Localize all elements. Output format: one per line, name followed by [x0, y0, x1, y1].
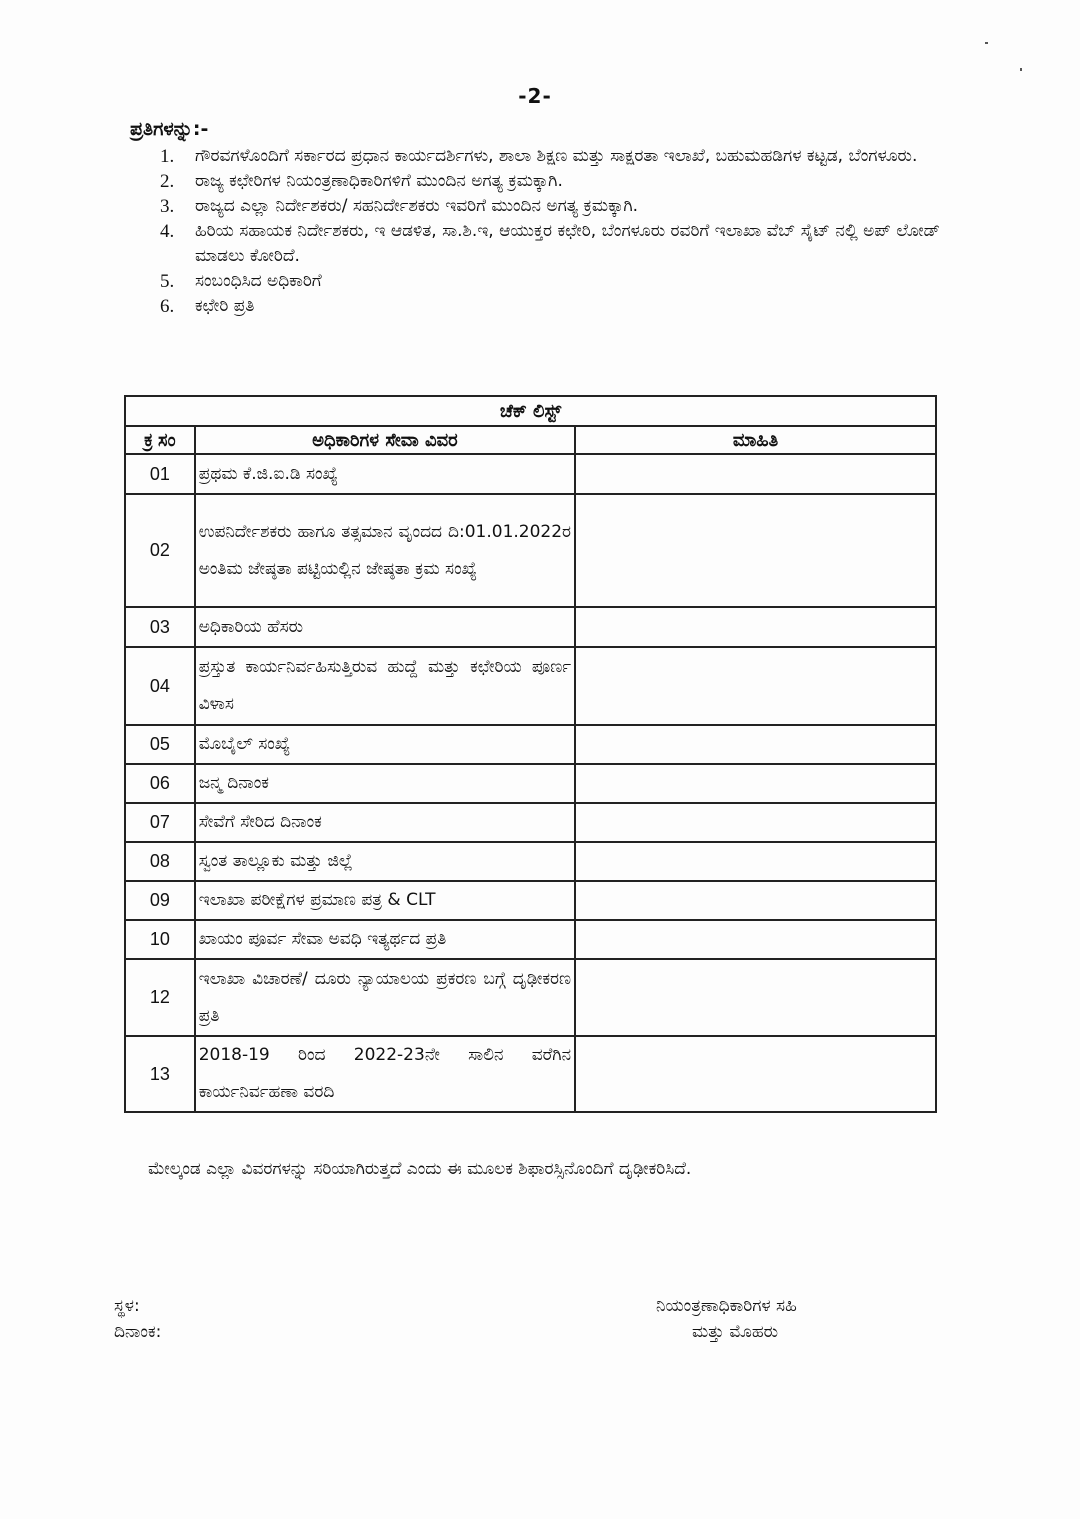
row-sl: 08: [125, 842, 195, 881]
row-info-cell[interactable]: [575, 920, 936, 959]
list-item-text: ಕಛೇರಿ ಪ್ರತಿ: [195, 296, 255, 316]
row-sl: 09: [125, 881, 195, 920]
row-details: ಇಲಾಖಾ ವಿಚಾರಣೆ/ ದೂರು ನ್ಯಾಯಾಲಯ ಪ್ರಕರಣ ಬಗ್ಗೆ ದೃಢೀಕರಣ ಪ್ರತಿ: [195, 959, 575, 1036]
checklist-table: [124, 395, 937, 1113]
place-label: ಸ್ಥಳ:: [114, 1296, 140, 1316]
list-item: [160, 169, 940, 194]
row-info-cell[interactable]: [575, 803, 936, 842]
copies-list: [160, 144, 940, 319]
table-row: [125, 959, 936, 1036]
row-info-cell[interactable]: [575, 881, 936, 920]
table-row: [125, 881, 936, 920]
row-sl: 05: [125, 725, 195, 764]
list-item-text: ಸಂಬಂಧಿಸಿದ ಅಧಿಕಾರಿಗೆ: [195, 271, 322, 291]
confirmation-text: ಮೇಲ್ಕಂಡ ಎಲ್ಲಾ ವಿವರಗಳನ್ನು ಸರಿಯಾಗಿರುತ್ತದೆ ಎಂದು ಈ ಮೂಲಕ ಶಿಫಾರಸ್ಸಿನೊಂದಿಗೆ ದೃಢೀಕರಿಸಿದೆ.: [148, 1159, 692, 1179]
checklist-title-row: [125, 396, 936, 426]
table-row: [125, 842, 936, 881]
row-details: ಇಲಾಖಾ ಪರೀಕ್ಷೆಗಳ ಪ್ರಮಾಣ ಪತ್ರ & CLT: [195, 881, 575, 920]
list-item: [160, 194, 940, 219]
row-sl: 01: [125, 454, 195, 494]
row-details: ಖಾಯಂ ಪೂರ್ವ ಸೇವಾ ಅವಧಿ ಇತ್ಯರ್ಥದ ಪ್ರತಿ: [195, 920, 575, 959]
checklist-header-row: [125, 426, 936, 454]
list-item: [160, 269, 940, 294]
row-details: ಪ್ರಸ್ತುತ ಕಾರ್ಯನಿರ್ವಹಿಸುತ್ತಿರುವ ಹುದ್ದೆ ಮತ್ತು ಕಛೇರಿಯ ಪೂರ್ಣ ವಿಳಾಸ: [195, 647, 575, 725]
row-info-cell[interactable]: [575, 764, 936, 803]
list-item-text: ರಾಜ್ಯದ ಎಲ್ಲಾ ನಿರ್ದೇಶಕರು/ ಸಹನಿರ್ದೇಶಕರು ಇವರಿಗೆ ಮುಂದಿನ ಅಗತ್ಯ ಕ್ರಮಕ್ಕಾಗಿ.: [195, 196, 639, 216]
table-row: [125, 647, 936, 725]
copies-heading: ಪ್ರತಿಗಳನ್ನು:-: [130, 118, 209, 140]
table-row: [125, 454, 936, 494]
table-row: [125, 1036, 936, 1112]
table-row: [125, 494, 936, 607]
row-info-cell[interactable]: [575, 607, 936, 647]
column-header-details: ಅಧಿಕಾರಿಗಳ ಸೇವಾ ವಿವರ: [195, 426, 575, 454]
list-item: [160, 144, 940, 169]
column-header-info: ಮಾಹಿತಿ: [575, 426, 936, 454]
row-info-cell[interactable]: [575, 454, 936, 494]
row-sl: 07: [125, 803, 195, 842]
date-label: ದಿನಾಂಕ:: [114, 1322, 162, 1342]
row-sl: 04: [125, 647, 195, 725]
list-item-number: 5.: [160, 271, 175, 292]
row-info-cell[interactable]: [575, 725, 936, 764]
row-sl: 02: [125, 494, 195, 607]
row-sl: 03: [125, 607, 195, 647]
scan-speck: [985, 42, 988, 44]
row-sl: 12: [125, 959, 195, 1036]
table-row: [125, 803, 936, 842]
list-item-number: 2.: [160, 171, 175, 192]
table-row: [125, 764, 936, 803]
table-row: [125, 725, 936, 764]
checklist-title: ಚೆಕ್ ಲಿಸ್ಟ್: [125, 396, 936, 426]
column-header-sl: ಕ್ರ ಸಂ: [125, 426, 195, 454]
list-item-text: ಗೌರವಗಳೊಂದಿಗೆ ಸರ್ಕಾರದ ಪ್ರಧಾನ ಕಾರ್ಯದರ್ಶಿಗಳು, ಶಾಲಾ ಶಿಕ್ಷಣ ಮತ್ತು ಸಾಕ್ಷರತಾ ಇಲಾಖೆ, ಬಹುಮಹಡಿಗಳ ಕಟ್ಟಡ, ಬೆಂಗಳೂರು.: [195, 146, 918, 166]
row-details: ಉಪನಿರ್ದೇಶಕರು ಹಾಗೂ ತತ್ಸಮಾನ ವೃಂದದ ದಿ:01.01.2022ರ ಅಂತಿಮ ಜೇಷ್ಠತಾ ಪಟ್ಟಿಯಲ್ಲಿನ ಜೇಷ್ಠತಾ ಕ್ರಮ ಸಂಖ್ಯೆ: [195, 494, 575, 607]
scan-speck: [1020, 68, 1022, 71]
list-item-number: 3.: [160, 196, 175, 217]
row-details: ಸೇವೆಗೆ ಸೇರಿದ ದಿನಾಂಕ: [195, 803, 575, 842]
table-row: [125, 920, 936, 959]
row-details: ಸ್ವಂತ ತಾಲ್ಲೂಕು ಮತ್ತು ಜಿಲ್ಲೆ: [195, 842, 575, 881]
list-item-number: 1.: [160, 146, 175, 167]
list-item-text: ರಾಜ್ಯ ಕಛೇರಿಗಳ ನಿಯಂತ್ರಣಾಧಿಕಾರಿಗಳಿಗೆ ಮುಂದಿನ ಅಗತ್ಯ ಕ್ರಮಕ್ಕಾಗಿ.: [195, 171, 563, 191]
row-details: ಪ್ರಥಮ ಕೆ.ಜಿ.ಐ.ಡಿ ಸಂಖ್ಯೆ: [195, 454, 575, 494]
row-info-cell[interactable]: [575, 494, 936, 607]
table-row: [125, 607, 936, 647]
list-item-number: 6.: [160, 296, 175, 317]
row-details: ಮೊಬೈಲ್ ಸಂಖ್ಯೆ: [195, 725, 575, 764]
row-info-cell[interactable]: [575, 959, 936, 1036]
list-item: [160, 219, 940, 269]
row-sl: 06: [125, 764, 195, 803]
seal-label: ಮತ್ತು ಮೊಹರು: [692, 1322, 779, 1342]
page-number: -2-: [518, 84, 552, 108]
row-info-cell[interactable]: [575, 842, 936, 881]
list-item: [160, 294, 940, 319]
row-sl: 13: [125, 1036, 195, 1112]
row-sl: 10: [125, 920, 195, 959]
list-item-text: ಹಿರಿಯ ಸಹಾಯಕ ನಿರ್ದೇಶಕರು, ಇ ಆಡಳಿತ, ಸಾ.ಶಿ.ಇ, ಆಯುಕ್ತರ ಕಛೇರಿ, ಬೆಂಗಳೂರು ರವರಿಗೆ ಇಲಾಖಾ ವೆಬ್ ಸೈಟ್ ನಲ್ಲಿ ಅಪ್ ಲೋಡ್ ಮಾಡಲು ಕೋರಿದೆ.: [195, 221, 940, 266]
row-details: ಜನ್ಮ ದಿನಾಂಕ: [195, 764, 575, 803]
signature-label: ನಿಯಂತ್ರಣಾಧಿಕಾರಿಗಳ ಸಹಿ: [656, 1296, 797, 1316]
list-item-number: 4.: [160, 221, 175, 242]
row-details: 2018-19 ರಿಂದ 2022-23ನೇ ಸಾಲಿನ ವರೆಗಿನ ಕಾರ್ಯನಿರ್ವಹಣಾ ವರದಿ: [195, 1036, 575, 1112]
row-info-cell[interactable]: [575, 647, 936, 725]
row-details: ಅಧಿಕಾರಿಯ ಹೆಸರು: [195, 607, 575, 647]
row-info-cell[interactable]: [575, 1036, 936, 1112]
